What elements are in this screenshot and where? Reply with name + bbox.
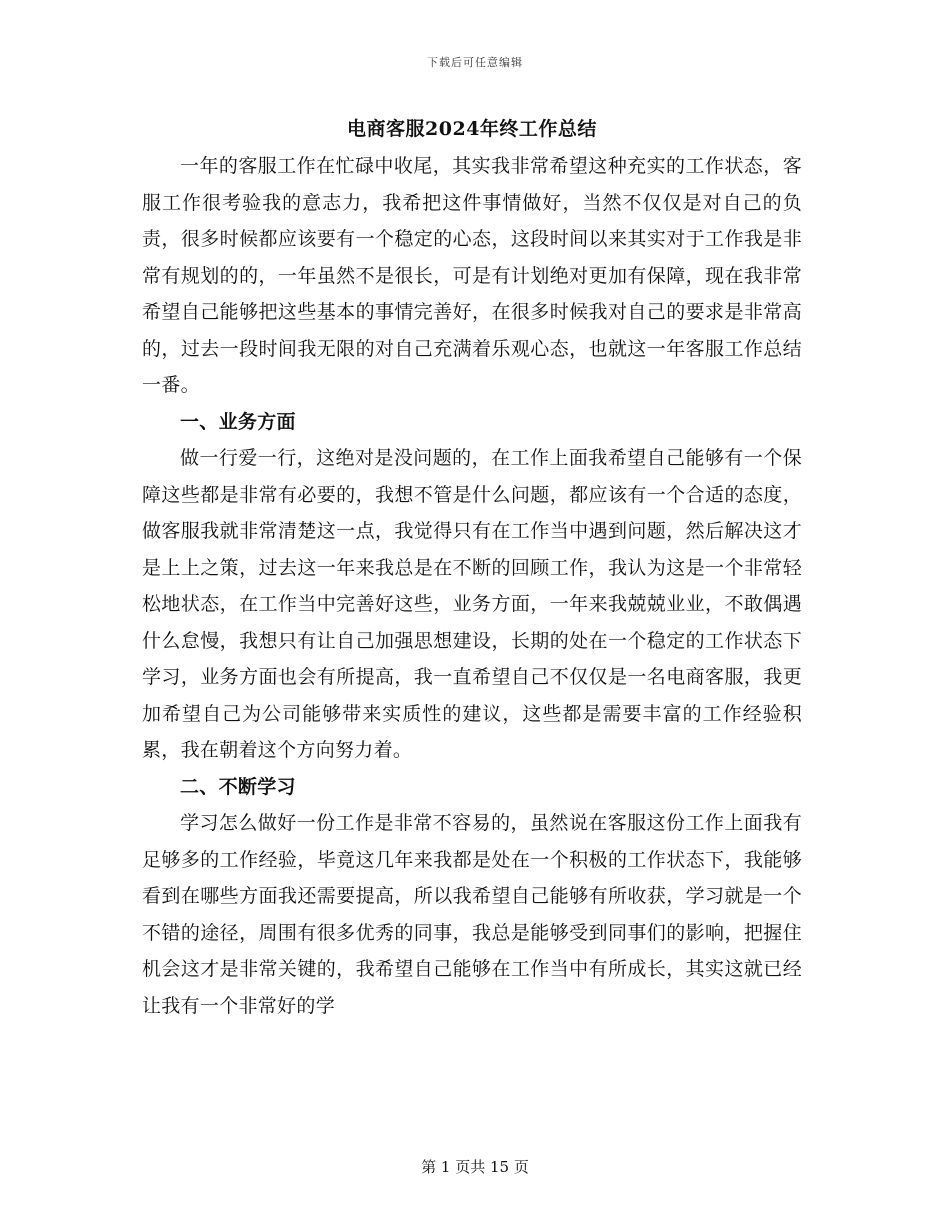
section-heading-business: 一、业务方面 bbox=[180, 410, 296, 433]
section-heading-learning: 二、不断学习 bbox=[180, 775, 296, 798]
document-body bbox=[142, 114, 802, 1024]
document-title: 电商客服2024年终工作总结 bbox=[347, 118, 597, 140]
intro-paragraph: 一年的客服工作在忙碌中收尾，其实我非常希望这种充实的工作状态，客服工作很考验我的意志力，我希把这件事情做好，当然不仅仅是对自己的负责，很多时候都应该要有一个稳定的心态，这段时间以来其实对于工作我是非常有规划的的，一年虽然不是很长，可是有计划绝对更加有保障，现在我非常希望自己能够把这些基本的事情完善好，在很多时候我对自己的要求是非常高的，过去一段时间我无限的对自己充满着乐观心态，也就这一年客服工作总结一番。 bbox=[142, 155, 802, 396]
page-number: 第 1 页共 15 页 bbox=[421, 1158, 529, 1176]
section-paragraph-business: 做一行爱一行，这绝对是没问题的，在工作上面我希望自己能够有一个保障这些都是非常有必要的，我想不管是什么问题，都应该有一个合适的态度，做客服我就非常清楚这一点，我觉得只有在工作当中遇到问题，然后解决这才是上上之策，过去这一年来我总是在不断的回顾工作，我认为这是一个非常轻松地状态，在工作当中完善好这些，业务方面，一年来我兢兢业业，不敢偶遇什么怠慢，我想只有让自己加强思想建设，长期的处在一个稳定的工作状态下学习，业务方面也会有所提高，我一直希望自己不仅仅是一名电商客服，我更加希望自己为公司能够带来实质性的建议，这些都是需要丰富的工作经验积累，我在朝着这个方向努力着。 bbox=[142, 447, 802, 761]
section-paragraph-learning: 学习怎么做好一份工作是非常不容易的，虽然说在客服这份工作上面我有足够多的工作经验，毕竟这几年来我都是处在一个积极的工作状态下，我能够看到在哪些方面我还需要提高，所以我希望自己能够有所收获，学习就是一个不错的途径，周围有很多优秀的同事，我总是能够受到同事们的影响，把握住机会这才是非常关键的，我希望自己能够在工作当中有所成长，其实这就已经让我有一个非常好的学 bbox=[142, 812, 802, 1017]
page-header-note: 下载后可任意编辑 bbox=[427, 56, 523, 69]
